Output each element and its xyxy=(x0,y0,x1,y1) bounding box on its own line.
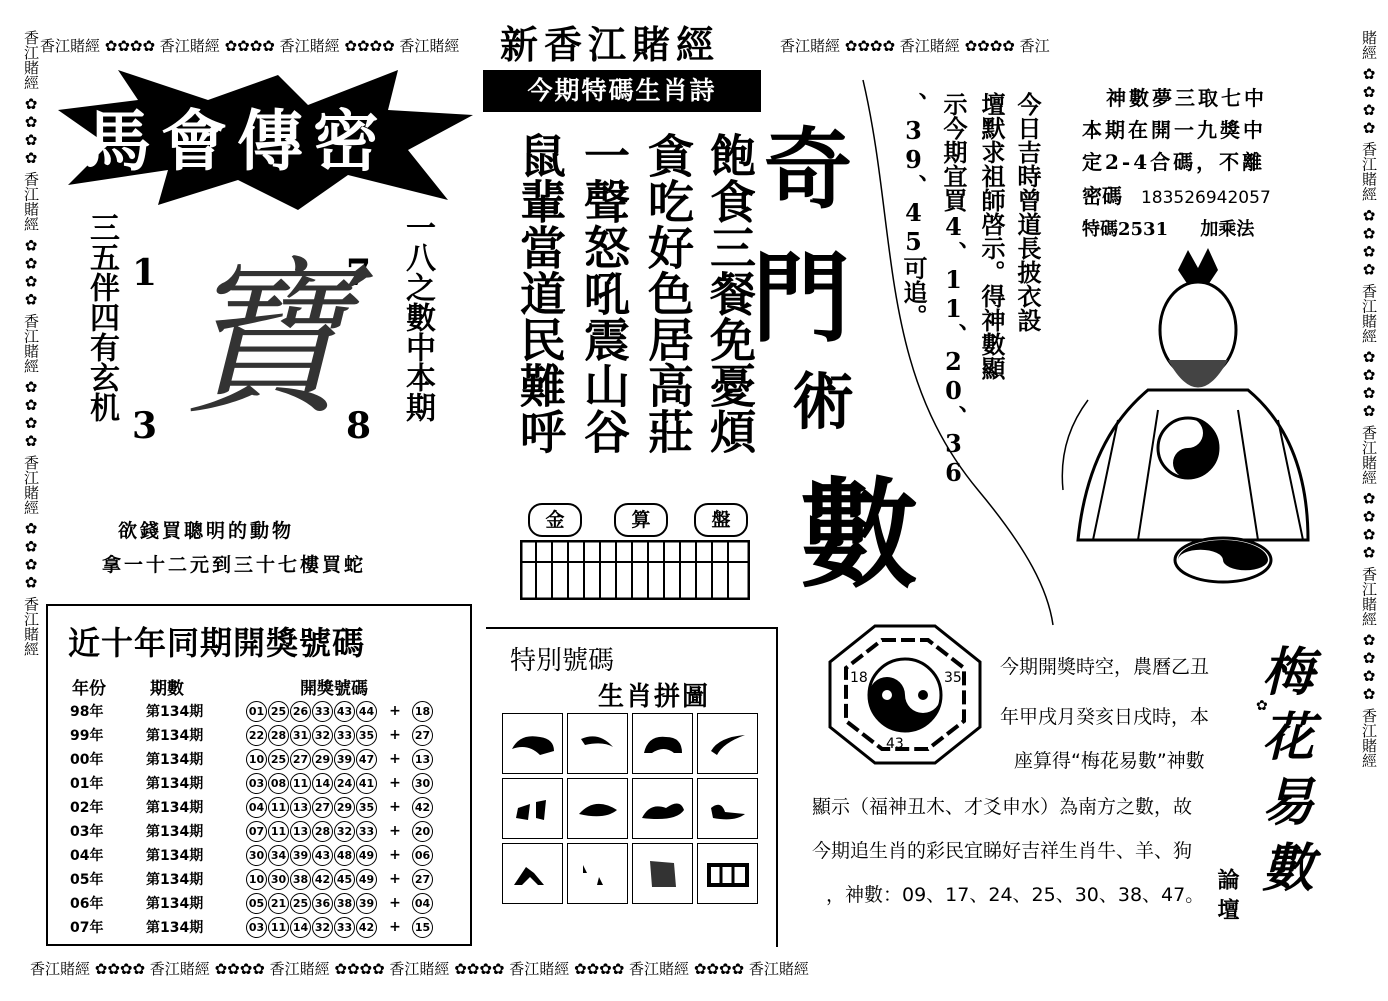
horse-number-1: 1 xyxy=(132,252,158,294)
history-number-ball: 34 xyxy=(268,845,289,866)
history-number-ball: 07 xyxy=(246,821,267,842)
history-number-ball: 03 xyxy=(246,917,267,938)
history-number-ball: 10 xyxy=(246,869,267,890)
calligraphy-character: 寶 xyxy=(180,241,351,439)
history-number-ball: 31 xyxy=(290,725,311,746)
history-issue: 第134期 xyxy=(146,800,204,816)
history-number-ball: 48 xyxy=(334,845,355,866)
shenshu-password-number: 18352694205 xyxy=(1140,188,1260,208)
history-number-ball: 35 xyxy=(356,725,377,746)
shenshu-method: 加乘法 xyxy=(1200,219,1255,240)
history-issue: 第134期 xyxy=(146,752,204,768)
poem-banner: 今期特碼生肖詩 xyxy=(483,70,761,112)
history-row xyxy=(70,915,434,939)
masthead-title: 新香江賭經 xyxy=(500,22,721,67)
history-plus-sign: + xyxy=(389,775,401,791)
shenshu-password-label: 密碼 xyxy=(1082,184,1122,208)
history-special-ball: 30 xyxy=(412,773,433,794)
history-number-ball: 35 xyxy=(356,797,377,818)
history-header-year: 年份 xyxy=(72,679,106,699)
meihua-signature: 論壇 xyxy=(1214,868,1240,928)
history-number-ball: 33 xyxy=(356,821,377,842)
history-number-ball: 21 xyxy=(268,893,289,914)
history-row xyxy=(70,723,434,747)
puzzle-piece-3 xyxy=(632,713,693,774)
history-plus-sign: + xyxy=(389,703,401,719)
history-header-issue: 期數 xyxy=(150,679,184,699)
history-row xyxy=(70,819,434,843)
history-number-ball: 03 xyxy=(246,773,267,794)
history-number-ball: 25 xyxy=(268,701,289,722)
history-plus-sign: + xyxy=(389,751,401,767)
history-number-ball: 32 xyxy=(334,821,355,842)
history-plus-sign: + xyxy=(389,727,401,743)
taoist-figure-illustration xyxy=(1058,240,1348,590)
history-number-ball: 32 xyxy=(312,917,333,938)
meihua-text-2: 年甲戌月癸亥日戌時，本 xyxy=(1000,706,1210,728)
bagua-number-43: 43 xyxy=(886,736,904,752)
history-year: 01年 xyxy=(70,776,104,792)
history-year: 05年 xyxy=(70,872,104,888)
bagua-number-18: 18 xyxy=(850,670,868,686)
horse-hint-line-1: 欲錢買聰明的動物 xyxy=(118,520,295,542)
history-number-ball: 43 xyxy=(334,701,355,722)
history-issue: 第134期 xyxy=(146,896,204,912)
history-number-ball: 36 xyxy=(312,893,333,914)
shenshu-special-code: 特碼2531 xyxy=(1082,219,1169,240)
history-row xyxy=(70,795,434,819)
meihua-title-char-4: 數 xyxy=(1262,838,1315,899)
history-issue: 第134期 xyxy=(146,776,204,792)
history-number-ball: 13 xyxy=(290,821,311,842)
history-issue: 第134期 xyxy=(146,872,204,888)
history-number-ball: 33 xyxy=(334,917,355,938)
oracle-column-3: 示今期宜買4、11、20、36 xyxy=(939,92,968,487)
border-top-left: 香江賭經 ✿✿✿✿ 香江賭經 ✿✿✿✿ 香江賭經 ✿✿✿✿ 香江賭經 xyxy=(40,37,460,55)
history-number-ball: 39 xyxy=(356,893,377,914)
history-number-ball: 11 xyxy=(268,797,289,818)
meihua-title-char-3: 易 xyxy=(1262,772,1315,833)
history-number-ball: 29 xyxy=(312,749,333,770)
history-number-ball: 45 xyxy=(334,869,355,890)
history-number-ball: 49 xyxy=(356,845,377,866)
horse-number-3: 3 xyxy=(132,405,158,447)
border-right: 賭經 ✿✿✿✿ 香江賭經 ✿✿✿✿ 香江賭經 ✿✿✿✿ 香江賭經 ✿✿✿✿ 香江賭經 ✿✿✿✿ 香江賭經 xyxy=(1360,30,1378,768)
history-number-ball: 42 xyxy=(356,917,377,938)
history-issue: 第134期 xyxy=(146,728,204,744)
history-number-ball: 01 xyxy=(246,701,267,722)
history-rows xyxy=(70,699,434,939)
history-plus-sign: + xyxy=(389,823,401,839)
history-year: 00年 xyxy=(70,752,104,768)
qimen-char-4: 數 xyxy=(800,465,919,604)
history-number-ball: 11 xyxy=(268,917,289,938)
history-number-ball: 14 xyxy=(312,773,333,794)
history-special-ball: 27 xyxy=(412,869,433,890)
history-header-numbers: 開獎號碼 xyxy=(300,679,368,699)
puzzle-piece-4 xyxy=(697,713,758,774)
history-number-ball: 38 xyxy=(290,869,311,890)
history-number-ball: 26 xyxy=(290,701,311,722)
history-year: 06年 xyxy=(70,896,104,912)
history-plus-sign: + xyxy=(389,871,401,887)
history-special-ball: 06 xyxy=(412,845,433,866)
history-number-ball: 27 xyxy=(290,749,311,770)
history-number-ball: 38 xyxy=(334,893,355,914)
shenshu-line-5 xyxy=(1082,215,1254,241)
horse-right-column: 一八之數中本期 xyxy=(400,212,435,422)
history-year: 03年 xyxy=(70,824,104,840)
shenshu-line-2: 本期在開一九獎中 xyxy=(1082,118,1266,142)
meihua-title-char-1: 梅 xyxy=(1262,642,1315,703)
poem-column-4: 鼠輩當道民難呼 xyxy=(513,132,567,454)
poem-column-2: 貪吃好色居高莊 xyxy=(641,132,695,454)
puzzle-piece-7 xyxy=(632,778,693,839)
history-row xyxy=(70,699,434,723)
qimen-char-2: 門 xyxy=(752,241,851,356)
history-number-ball: 11 xyxy=(290,773,311,794)
history-number-ball: 33 xyxy=(334,725,355,746)
puzzle-piece-9 xyxy=(502,843,563,904)
history-number-ball: 32 xyxy=(312,725,333,746)
special-title: 特別號碼 xyxy=(510,646,615,676)
history-number-ball: 30 xyxy=(268,869,289,890)
horse-number-7: 7 xyxy=(346,252,372,294)
bagua-number-35: 35 xyxy=(944,670,962,686)
history-number-ball: 39 xyxy=(290,845,311,866)
history-number-ball: 05 xyxy=(246,893,267,914)
history-issue: 第134期 xyxy=(146,704,204,720)
history-number-ball: 28 xyxy=(268,725,289,746)
poem-column-1: 飽食三餐免憂煩 xyxy=(703,132,757,454)
puzzle-piece-6 xyxy=(567,778,628,839)
zodiac-puzzle-grid xyxy=(502,713,758,904)
horse-number-8: 8 xyxy=(346,405,372,447)
horse-left-column: 三五伴四有玄机 xyxy=(84,212,119,422)
history-title: 近十年同期開獎號碼 xyxy=(68,624,366,662)
history-year: 02年 xyxy=(70,800,104,816)
meihua-text-1: 今期開獎時空，農曆乙丑 xyxy=(1000,656,1210,678)
history-row xyxy=(70,771,434,795)
meihua-text-4: 顯示（福神丑木、才爻申水）為南方之數，故 xyxy=(812,796,1193,818)
history-number-ball: 29 xyxy=(334,797,355,818)
abacus-label-board: 盤 xyxy=(694,503,748,537)
history-plus-sign: + xyxy=(389,799,401,815)
horse-hint-line-2: 拿一十二元到三十七樓買蛇 xyxy=(102,554,367,576)
history-number-ball: 42 xyxy=(312,869,333,890)
history-row xyxy=(70,843,434,867)
border-left: 香江賭經 ✿✿✿✿ 香江賭經 ✿✿✿✿ 香江賭經 ✿✿✿✿ 香江賭經 ✿✿✿✿ 香江賭經 xyxy=(22,30,40,657)
border-top-right: 香江賭經 ✿✿✿✿ 香江賭經 ✿✿✿✿ 香江 xyxy=(780,37,1050,55)
abacus-label-calc: 算 xyxy=(614,503,668,537)
history-number-ball: 25 xyxy=(268,749,289,770)
history-row xyxy=(70,867,434,891)
history-plus-sign: + xyxy=(389,919,401,935)
history-plus-sign: + xyxy=(389,847,401,863)
history-special-ball: 27 xyxy=(412,725,433,746)
history-number-ball: 13 xyxy=(290,797,311,818)
history-table xyxy=(70,674,370,699)
puzzle-piece-2 xyxy=(567,713,628,774)
qimen-char-3: 術 xyxy=(792,365,855,438)
history-number-ball: 47 xyxy=(356,749,377,770)
bagua-diagram xyxy=(820,622,990,767)
shenshu-line-3: 定2-4合碼，不離 xyxy=(1082,150,1266,174)
history-number-ball: 22 xyxy=(246,725,267,746)
horse-title: 馬會傳密 xyxy=(85,102,389,180)
puzzle-piece-5 xyxy=(502,778,563,839)
meihua-text-5: 今期追生肖的彩民宜睇好吉祥生肖牛、羊、狗 xyxy=(812,840,1193,862)
abacus-label-gold: 金 xyxy=(528,503,582,537)
history-year: 99年 xyxy=(70,728,104,744)
history-year: 04年 xyxy=(70,848,104,864)
history-issue: 第134期 xyxy=(146,824,204,840)
puzzle-piece-8 xyxy=(697,778,758,839)
history-number-ball: 28 xyxy=(312,821,333,842)
oracle-column-4: 、39、45可追。 xyxy=(899,92,928,328)
special-section-vert-divider xyxy=(776,627,778,947)
shenshu-password-tail: 7 xyxy=(1259,188,1271,208)
puzzle-piece-12 xyxy=(697,843,758,904)
history-number-ball: 43 xyxy=(312,845,333,866)
history-number-ball: 08 xyxy=(268,773,289,794)
history-year: 07年 xyxy=(70,920,104,936)
history-number-ball: 30 xyxy=(246,845,267,866)
qimen-char-1: 奇 xyxy=(764,117,853,221)
meihua-title-char-2: 花 xyxy=(1262,707,1315,768)
history-row xyxy=(70,891,434,915)
shenshu-line-1: 神數夢三取七中 xyxy=(1106,86,1267,110)
history-special-ball: 04 xyxy=(412,893,433,914)
history-number-ball: 04 xyxy=(246,797,267,818)
history-plus-sign: + xyxy=(389,895,401,911)
puzzle-piece-10 xyxy=(567,843,628,904)
history-number-ball: 49 xyxy=(356,869,377,890)
oracle-column-2: 壇默求祖師啓示。得神數顯 xyxy=(977,92,1006,380)
history-row xyxy=(70,747,434,771)
history-special-ball: 15 xyxy=(412,917,433,938)
history-special-ball: 18 xyxy=(412,701,433,722)
special-section-divider xyxy=(486,627,776,629)
history-number-ball: 41 xyxy=(356,773,377,794)
history-issue: 第134期 xyxy=(146,848,204,864)
history-special-ball: 42 xyxy=(412,797,433,818)
abacus-graphic xyxy=(520,540,750,600)
history-number-ball: 44 xyxy=(356,701,377,722)
border-bottom: 香江賭經 ✿✿✿✿ 香江賭經 ✿✿✿✿ 香江賭經 ✿✿✿✿ 香江賭經 ✿✿✿✿ 香江賭經 ✿✿✿✿ 香江賭經 ✿✿✿✿ 香江賭經 xyxy=(30,960,809,978)
oracle-column-1: 今日吉時曾道長披衣設 xyxy=(1013,92,1042,332)
history-issue: 第134期 xyxy=(146,920,204,936)
history-number-ball: 24 xyxy=(334,773,355,794)
history-year: 98年 xyxy=(70,704,104,720)
meihua-text-6: ，神數：09、17、24、25、30、38、47。 xyxy=(826,884,1205,906)
history-table-wrap xyxy=(70,674,434,939)
history-number-ball: 33 xyxy=(312,701,333,722)
flower-icon: ✿ xyxy=(1256,698,1268,714)
history-number-ball: 10 xyxy=(246,749,267,770)
history-number-ball: 11 xyxy=(268,821,289,842)
history-special-ball: 13 xyxy=(412,749,433,770)
puzzle-piece-1 xyxy=(502,713,563,774)
shenshu-line-4 xyxy=(1082,180,1271,209)
special-subtitle: 生肖拼圖 xyxy=(598,682,711,712)
puzzle-piece-11 xyxy=(632,843,693,904)
history-number-ball: 27 xyxy=(312,797,333,818)
history-number-ball: 25 xyxy=(290,893,311,914)
history-number-ball: 39 xyxy=(334,749,355,770)
poem-column-3: 一聲怒吼震山谷 xyxy=(577,132,631,454)
meihua-text-3: 座算得“梅花易數”神數 xyxy=(1014,750,1205,772)
history-number-ball: 14 xyxy=(290,917,311,938)
history-special-ball: 20 xyxy=(412,821,433,842)
